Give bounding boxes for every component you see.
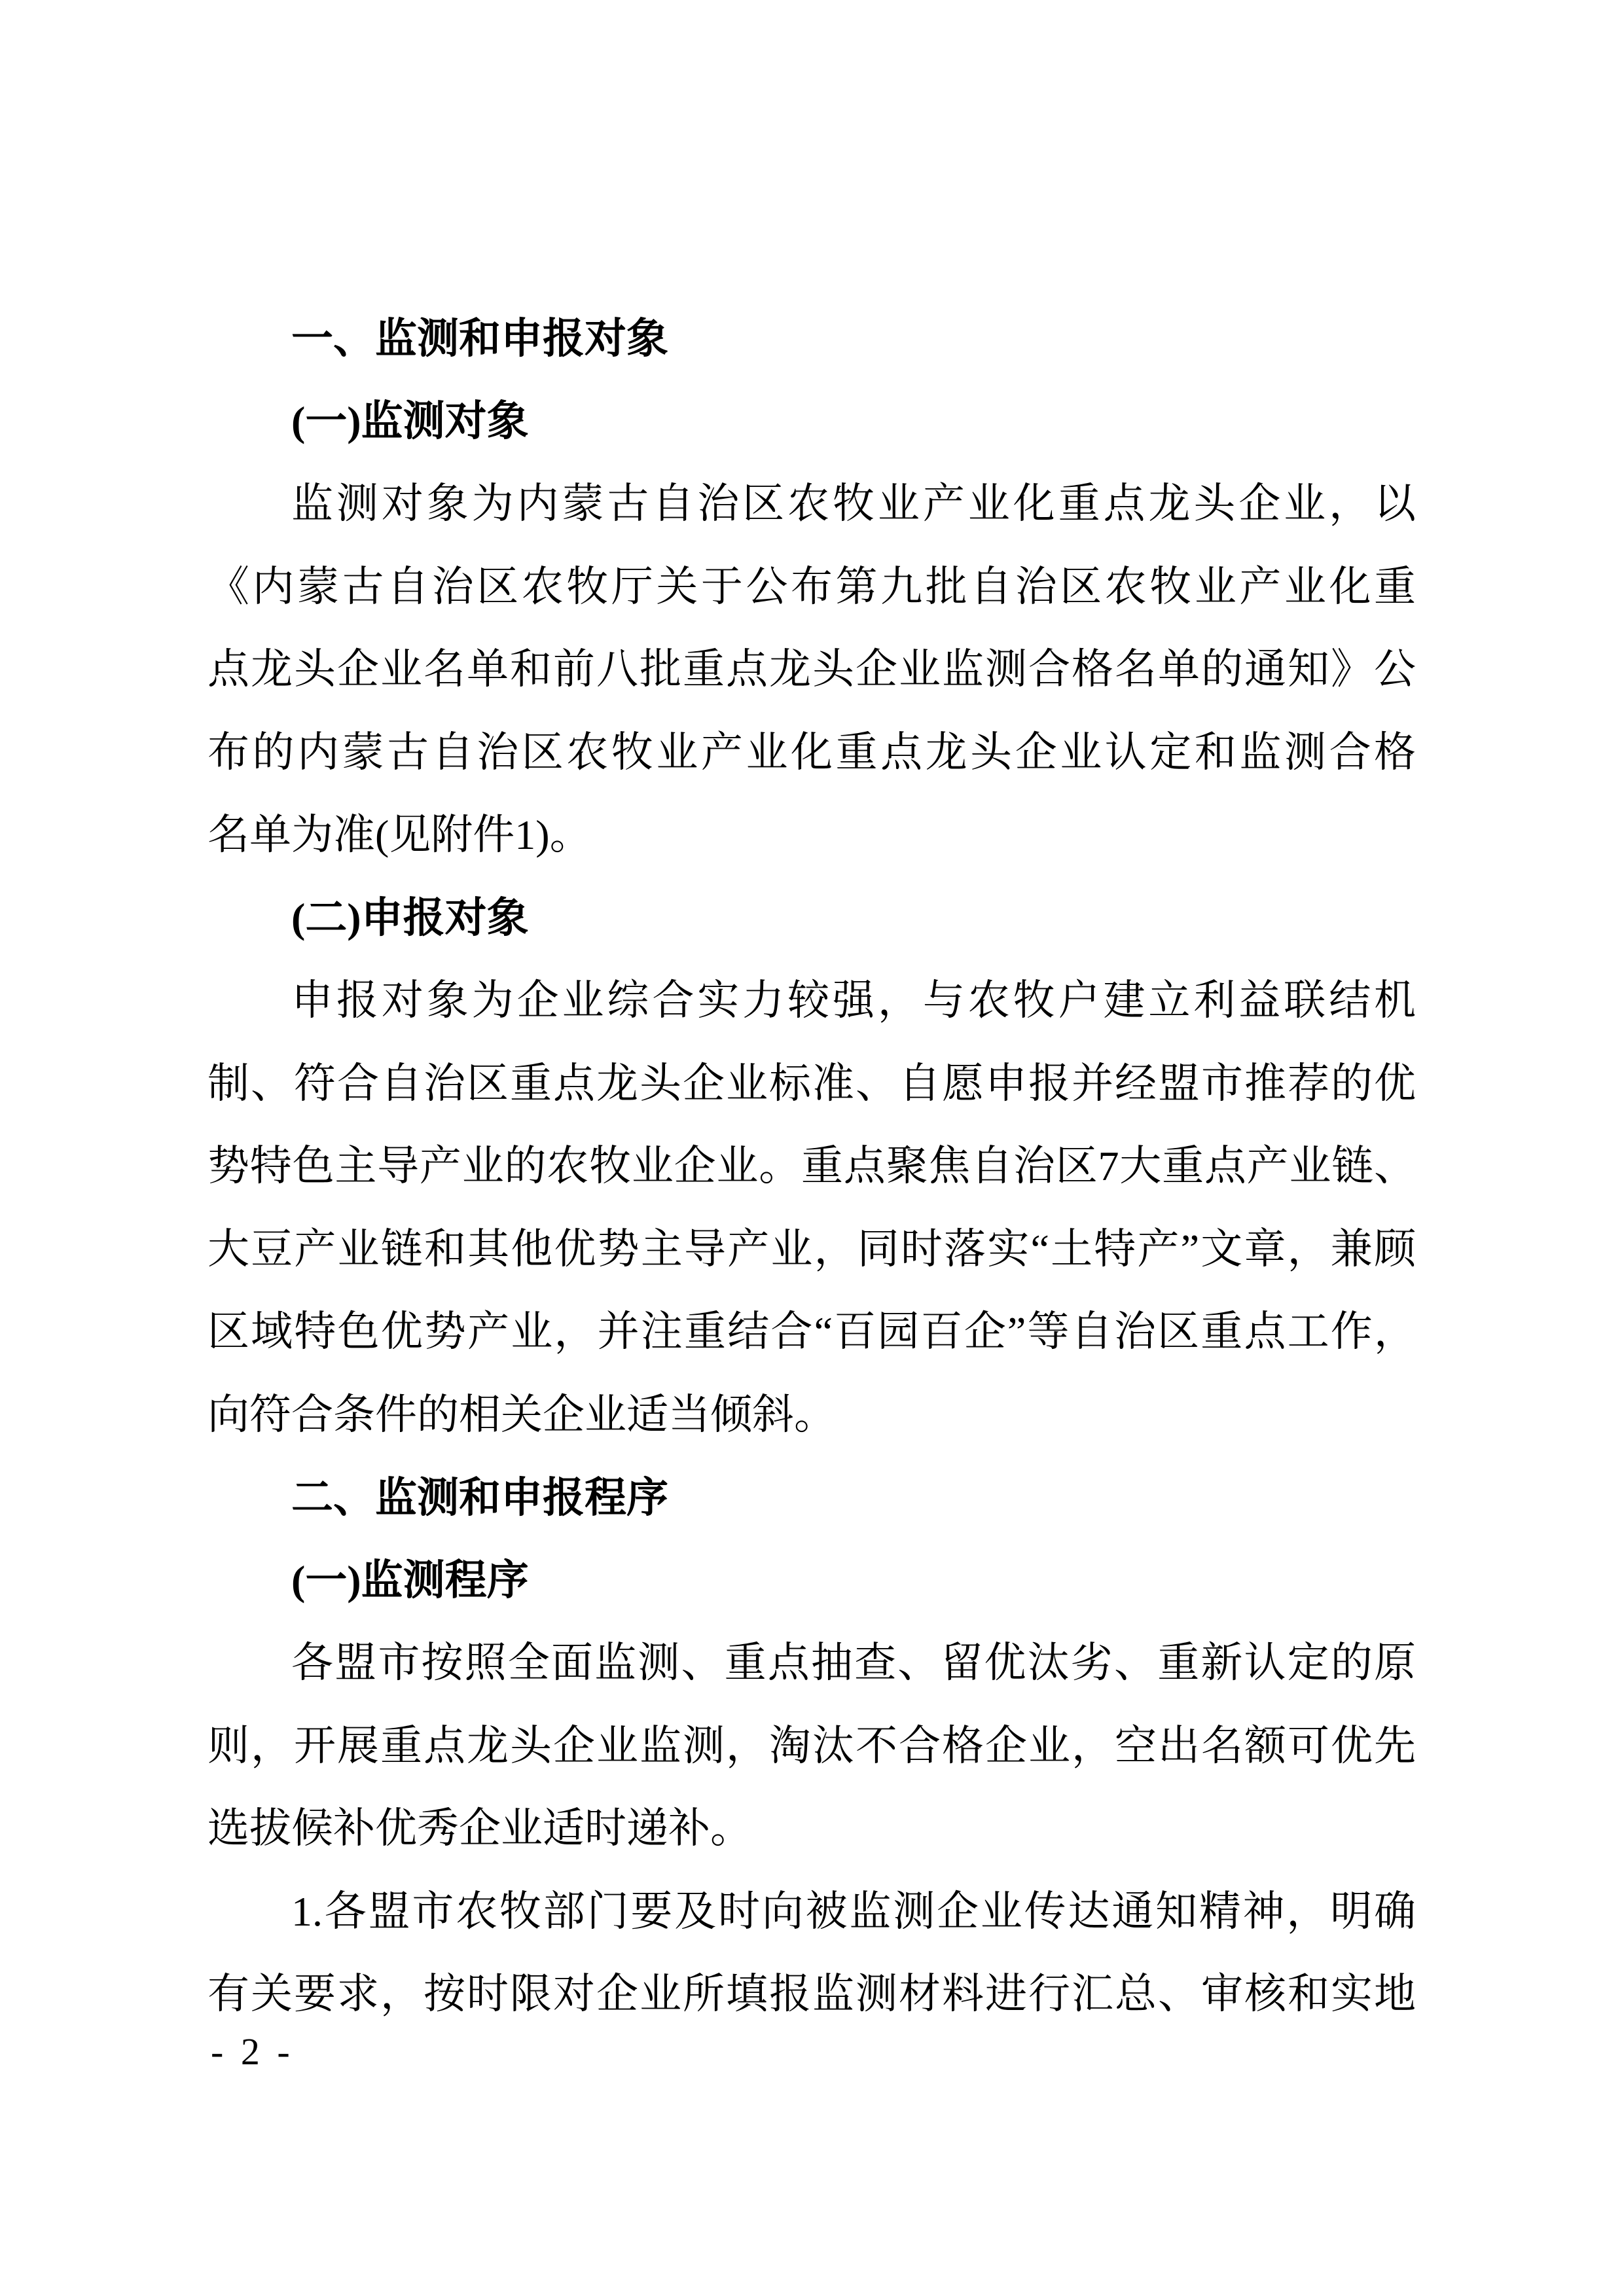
paragraph-item-1-notify-enterprises <box>208 1871 1416 2036</box>
section-heading-monitor-declare-procedure <box>208 1456 1416 1539</box>
paragraph-line: 大豆产业链和其他优势主导产业，同时落实“土特产”文章，兼顾 <box>208 1225 1416 1272</box>
paragraph-line: 布的内蒙古自治区农牧业产业化重点龙头企业认定和监测合格 <box>208 728 1416 776</box>
paragraph-monitor-targets <box>208 463 1416 877</box>
paragraph-line: 制、符合自治区重点龙头企业标准、自愿申报并经盟市推荐的优 <box>208 1060 1416 1107</box>
subsection-heading-monitor-targets <box>208 380 1416 463</box>
paragraph-line: 监测对象为内蒙古自治区农牧业产业化重点龙头企业，以 <box>291 480 1416 527</box>
paragraph-line: 则，开展重点龙头企业监测，淘汰不合格企业，空出名额可优先 <box>208 1722 1416 1769</box>
paragraph-line: 区域特色优势产业，并注重结合“百园百企”等自治区重点工作， <box>208 1308 1416 1355</box>
paragraph-line: 有关要求，按时限对企业所填报监测材料进行汇总、审核和实地 <box>208 1971 1416 2017</box>
subsection-heading-declare-targets <box>208 877 1416 960</box>
heading-text: (二)申报对象 <box>291 894 529 941</box>
document-body <box>208 297 1416 2036</box>
subsection-heading-monitor-procedure <box>208 1539 1416 1623</box>
paragraph-line: 名单为准(见附件1)。 <box>208 812 592 858</box>
paragraph-line: 申报对象为企业综合实力较强，与农牧户建立利益联结机 <box>291 977 1416 1024</box>
paragraph-monitor-procedure <box>208 1622 1416 1871</box>
paragraph-line: 1.各盟市农牧部门要及时向被监测企业传达通知精神，明确 <box>291 1888 1416 1935</box>
heading-text: (一)监测程序 <box>291 1556 529 1604</box>
paragraph-line: 各盟市按照全面监测、重点抽查、留优汰劣、重新认定的原 <box>291 1640 1416 1686</box>
heading-text: (一)监测对象 <box>291 397 529 444</box>
paragraph-line: 《内蒙古自治区农牧厅关于公布第九批自治区农牧业产业化重 <box>208 563 1416 610</box>
paragraph-line: 选拔候补优秀企业适时递补。 <box>208 1805 752 1852</box>
paragraph-line: 势特色主导产业的农牧业企业。重点聚焦自治区7大重点产业链、 <box>208 1143 1416 1189</box>
section-heading-monitor-declare-targets <box>208 297 1416 380</box>
heading-text: 二、监测和申报程序 <box>291 1474 668 1521</box>
paragraph-declare-targets <box>208 960 1416 1456</box>
heading-text: 一、监测和申报对象 <box>291 315 668 362</box>
page-number: - 2 - <box>211 2030 294 2073</box>
paragraph-line: 向符合条件的相关企业适当倾斜。 <box>208 1391 836 1438</box>
paragraph-line: 点龙头企业名单和前八批重点龙头企业监测合格名单的通知》公 <box>208 646 1416 692</box>
